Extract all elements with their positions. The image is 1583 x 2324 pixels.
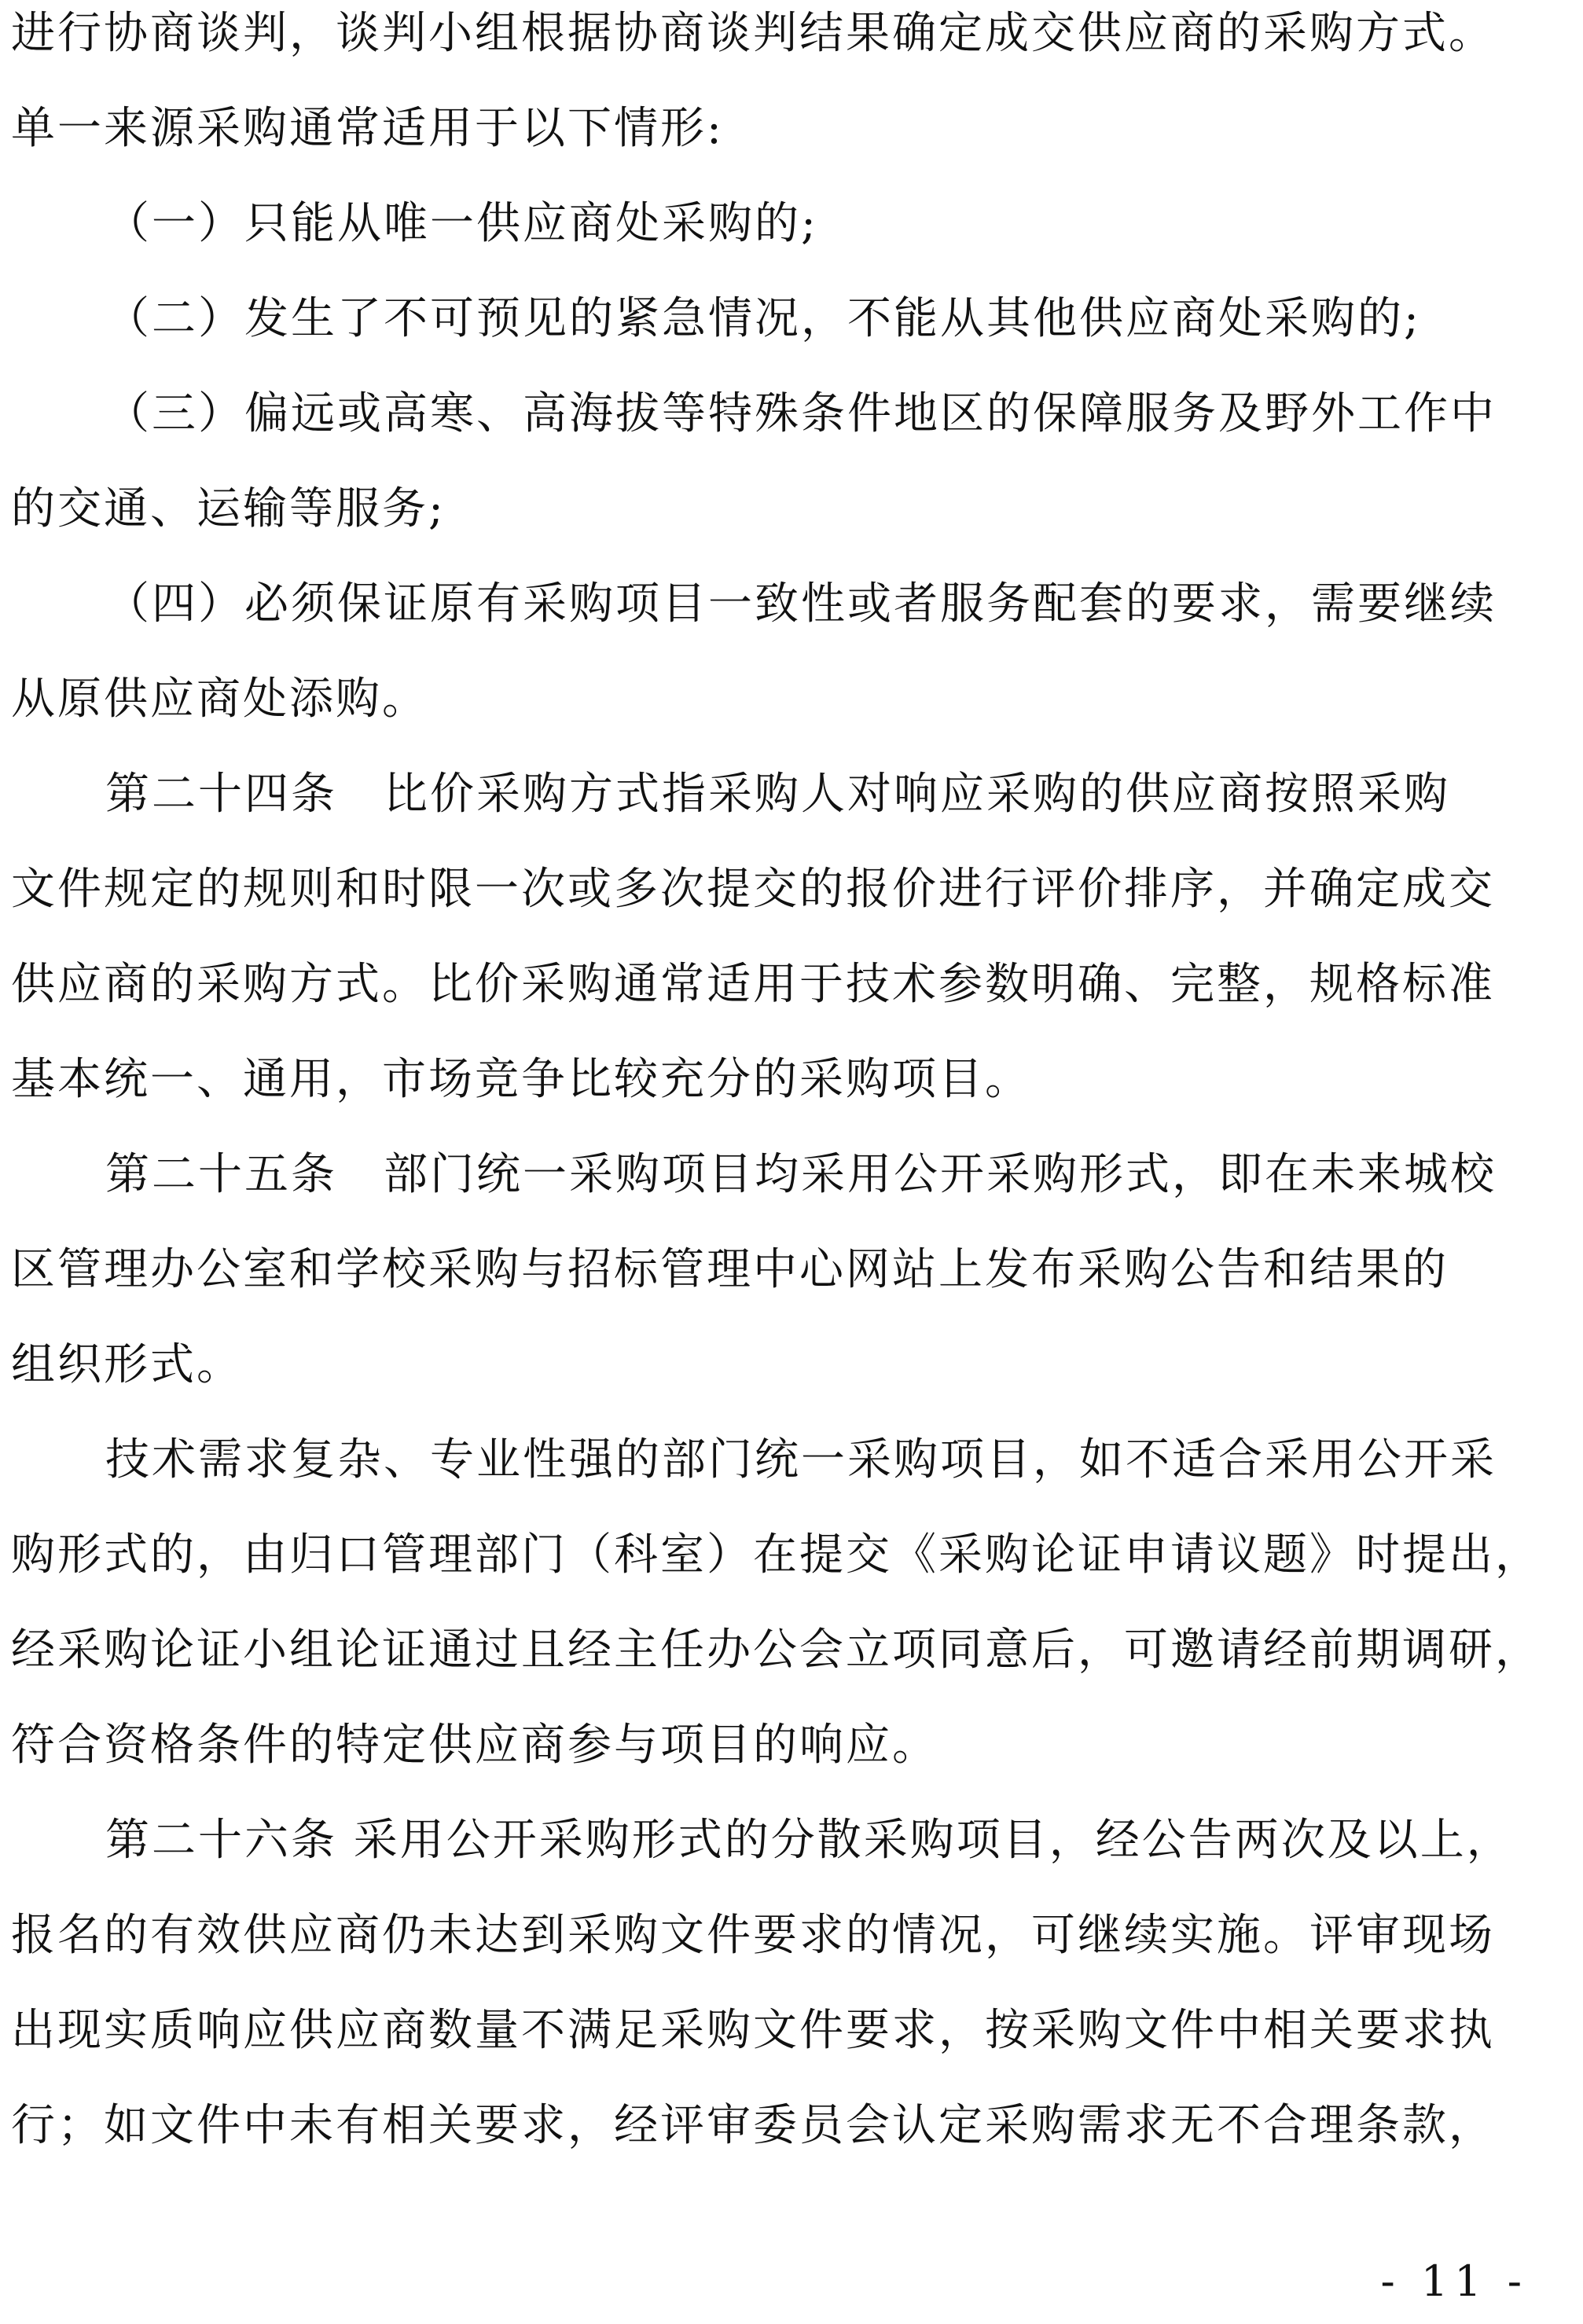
text-line-21: 报名的有效供应商仍未达到采购文件要求的情况，可继续实施。评审现场	[11, 1910, 1495, 1961]
text-line-9: 第二十四条 比价采购方式指采购人对响应采购的供应商按照采购	[105, 769, 1450, 820]
text-line-1: 进行协商谈判，谈判小组根据协商谈判结果确定成交供应商的采购方式。	[11, 8, 1495, 59]
page-number: - 11 -	[1380, 2256, 1528, 2306]
text-line-20: 第二十六条 采用公开采购形式的分散采购项目，经公告两次及以上，	[105, 1815, 1513, 1866]
text-line-17: 购形式的，由归口管理部门（科室）在提交《采购论证申请议题》时提出，	[11, 1529, 1541, 1581]
text-line-19: 符合资格条件的特定供应商参与项目的响应。	[11, 1720, 938, 1771]
text-line-6: 的交通、运输等服务;	[11, 483, 446, 534]
text-line-14: 区管理办公室和学校采购与招标管理中心网站上发布采购公告和结果的	[11, 1244, 1449, 1295]
text-line-5: （三）偏远或高寒、高海拔等特殊条件地区的保障服务及野外工作中	[105, 388, 1497, 439]
text-line-16: 技术需求复杂、专业性强的部门统一采购项目，如不适合采用公开采	[105, 1434, 1497, 1485]
text-line-2: 单一来源采购通常适用于以下情形:	[11, 103, 724, 154]
text-line-13: 第二十五条 部门统一采购项目均采用公开采购形式，即在未来城校	[105, 1149, 1497, 1200]
text-line-23: 行；如文件中未有相关要求，经评审委员会认定采购需求无不合理条款，	[11, 2100, 1495, 2151]
text-line-10: 文件规定的规则和时限一次或多次提交的报价进行评价排序，并确定成交	[11, 864, 1495, 915]
text-line-18: 经采购论证小组论证通过且经主任办公会立项同意后，可邀请经前期调研，	[11, 1625, 1541, 1676]
text-line-7: （四）必须保证原有采购项目一致性或者服务配套的要求，需要继续	[105, 578, 1497, 630]
text-line-11: 供应商的采购方式。比价采购通常适用于技术参数明确、完整，规格标准	[11, 959, 1495, 1010]
text-line-12: 基本统一、通用，市场竞争比较充分的采购项目。	[11, 1054, 1031, 1105]
text-line-22: 出现实质响应供应商数量不满足采购文件要求，按采购文件中相关要求执	[11, 2005, 1495, 2056]
text-line-4: （二）发生了不可预见的紧急情况，不能从其他供应商处采购的;	[105, 293, 1421, 344]
text-line-8: 从原供应商处添购。	[11, 674, 428, 725]
text-line-3: （一）只能从唯一供应商处采购的;	[105, 198, 818, 249]
text-line-15: 组织形式。	[11, 1339, 243, 1390]
body-text	[11, 0, 1544, 2187]
